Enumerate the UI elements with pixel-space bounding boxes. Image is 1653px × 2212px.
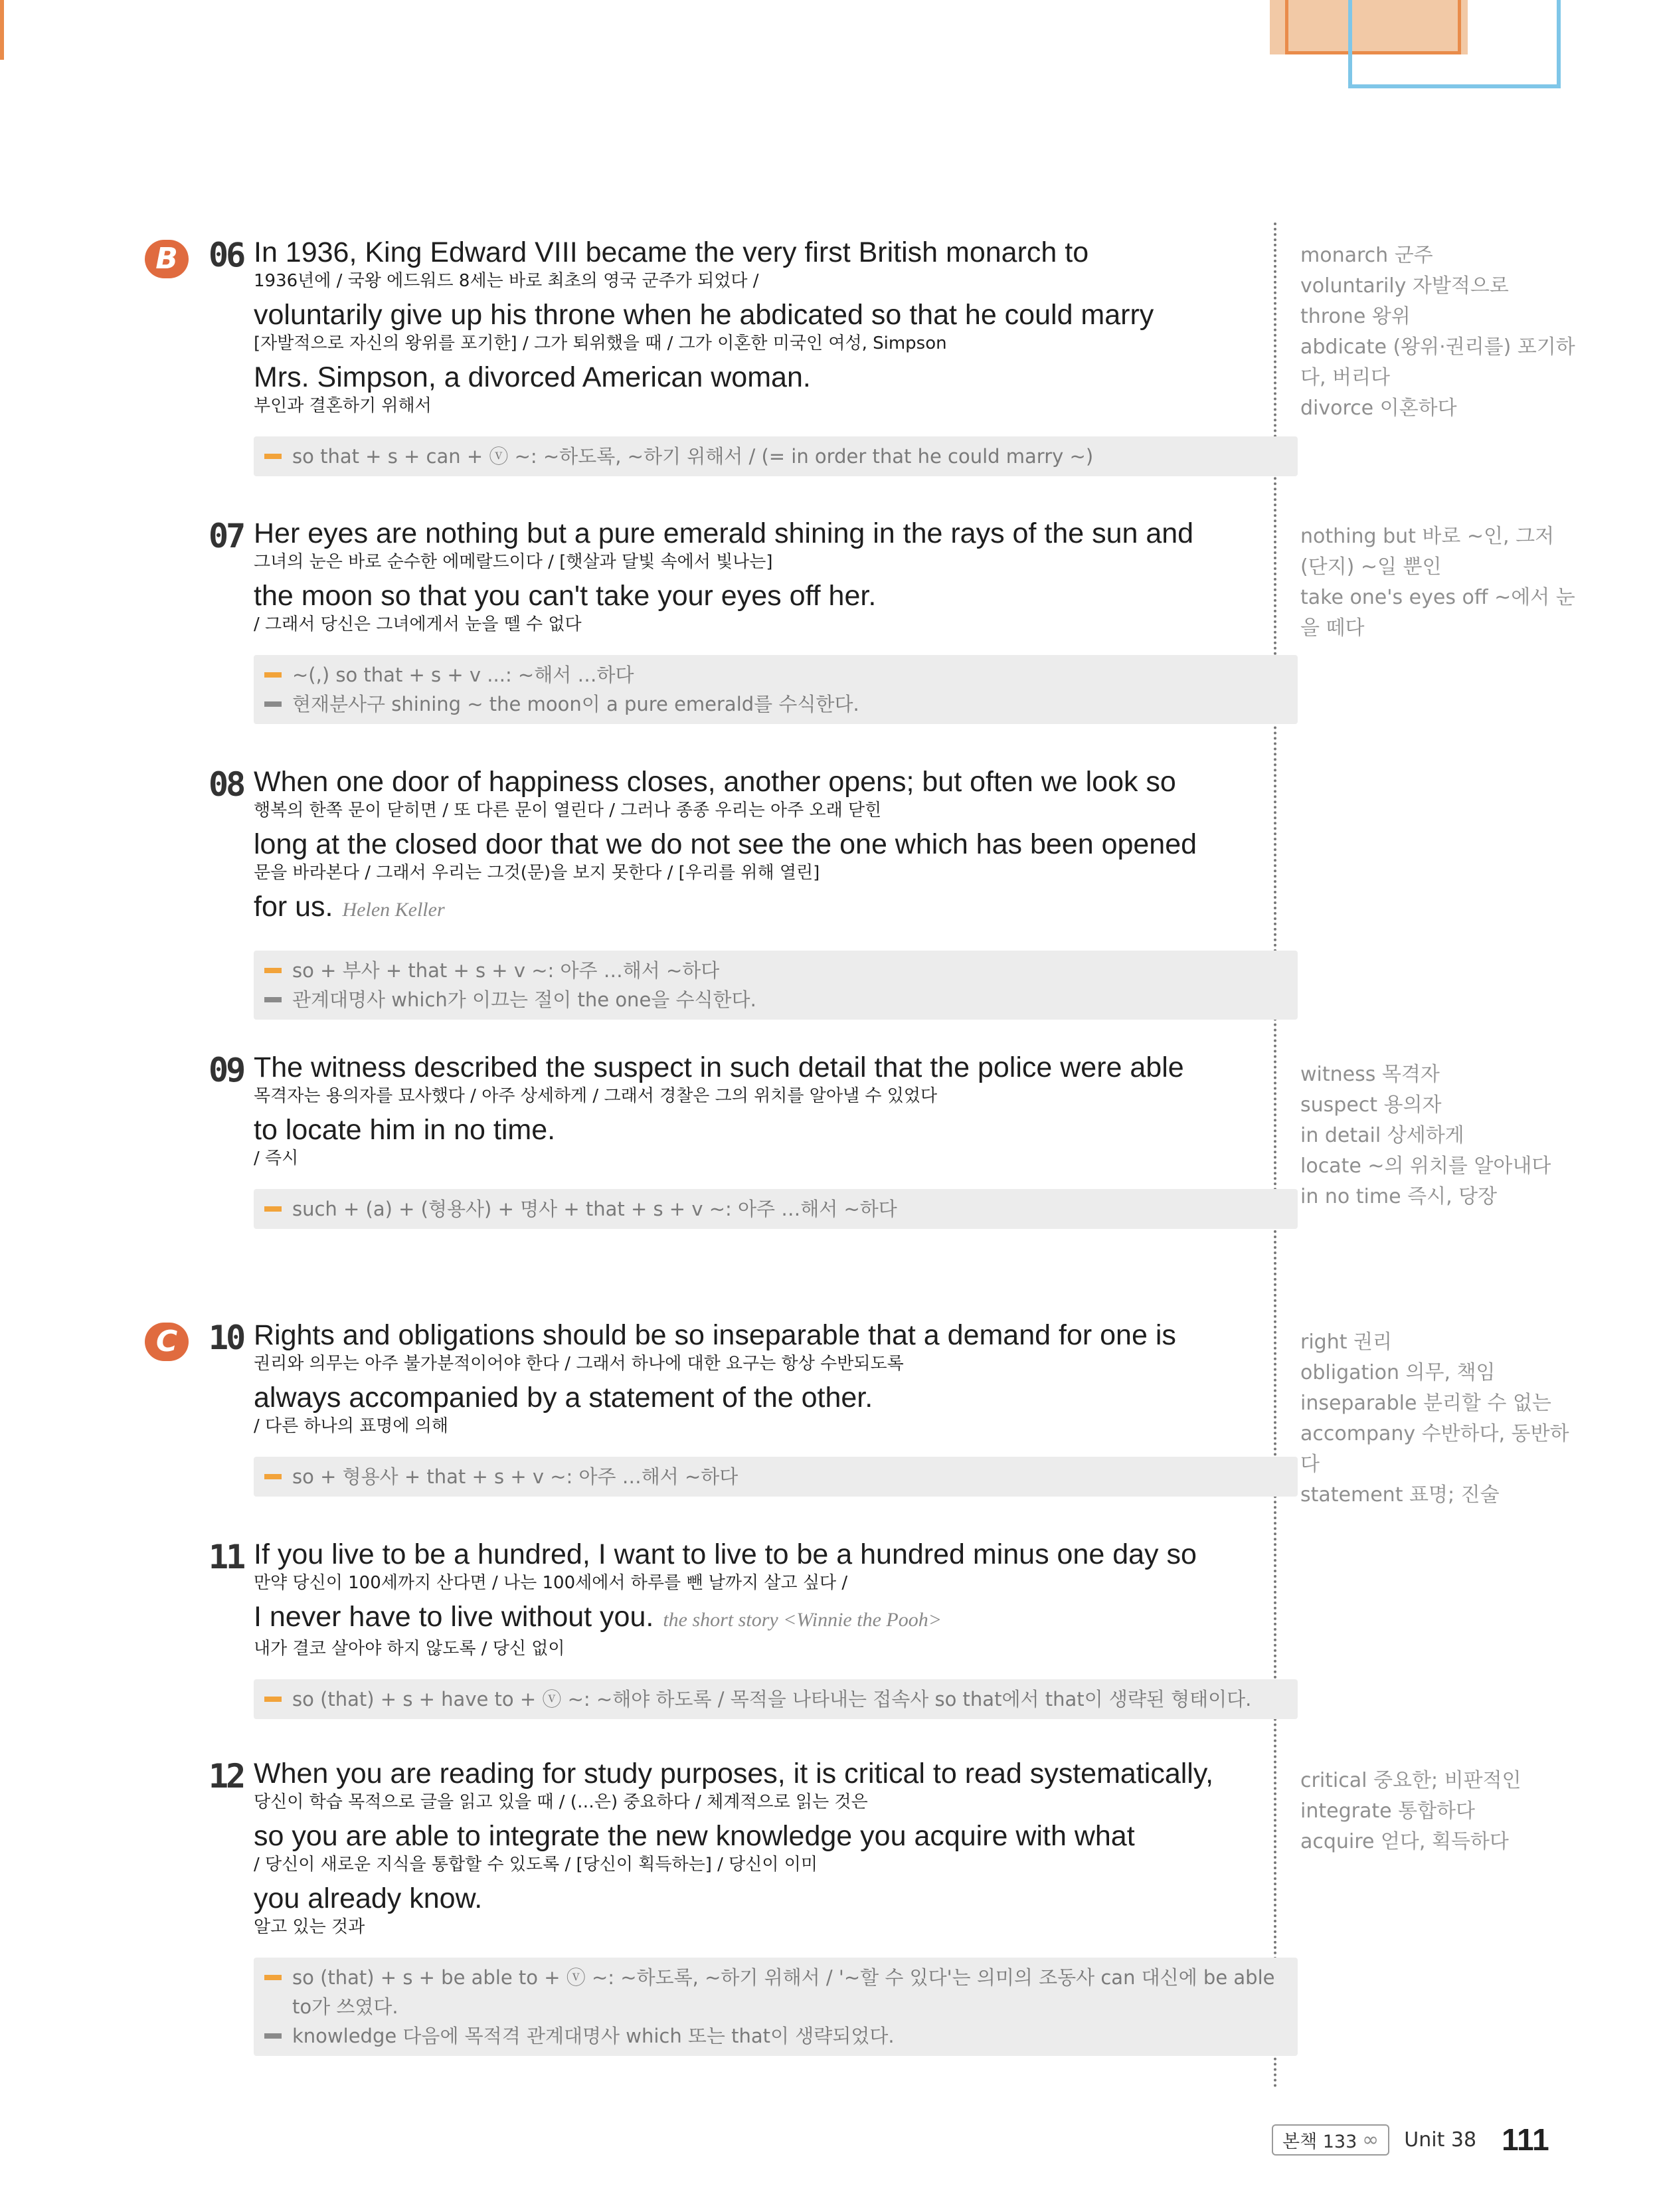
vocab-item: obligation 의무, 책임 xyxy=(1300,1361,1496,1384)
grammar-note-box xyxy=(254,1457,1298,1497)
grammar-note xyxy=(264,1963,1287,2021)
vocab-item: witness 목격자 xyxy=(1300,1063,1440,1086)
gray-bullet-icon xyxy=(264,2033,282,2039)
english-line: voluntarily give up his throne when he abdicated so that he could marry xyxy=(254,299,1154,331)
reference-text: 본책 133 xyxy=(1282,2131,1357,2152)
entry-body xyxy=(254,1757,1436,2056)
entry-number: 06 xyxy=(209,236,244,274)
entry-number: 10 xyxy=(209,1319,244,1357)
grammar-note xyxy=(264,690,1287,719)
entry-body xyxy=(254,517,1436,724)
grammar-note-text: so + 부사 + that + s + v ~: 아주 …해서 ~하다 xyxy=(292,959,720,982)
korean-gloss: 내가 결코 살아야 하지 않도록 / 당신 없이 xyxy=(254,1639,565,1659)
grammar-note-box xyxy=(254,951,1298,1020)
gray-bullet-icon xyxy=(264,997,282,1002)
page-number: 111 xyxy=(1502,2122,1549,2157)
vocab-item: inseparable 분리할 수 없는 xyxy=(1300,1392,1551,1415)
orange-bullet-icon xyxy=(264,672,282,678)
vocab-item: divorce 이혼하다 xyxy=(1300,397,1457,420)
vocab-item: nothing but 바로 ~인, 그저 (단지) ~일 뿐인 xyxy=(1300,525,1555,579)
vocab-item: voluntarily 자발적으로 xyxy=(1300,274,1509,298)
english-line: When one door of happiness closes, another opens; but often we look so xyxy=(254,766,1176,798)
grammar-note-text: such + (a) + (형용사) + 명사 + that + s + v ~: 아주 …해서 ~하다 xyxy=(292,1198,897,1220)
grammar-note-box xyxy=(254,1189,1298,1229)
vocab-item: in detail 상세하게 xyxy=(1300,1124,1464,1147)
vocab-item: throne 왕위 xyxy=(1300,305,1411,328)
grammar-note xyxy=(264,442,1287,471)
english-line: Mrs. Simpson, a divorced American woman. xyxy=(254,361,811,393)
korean-gloss: 목격자는 용의자를 묘사했다 / 아주 상세하게 / 그래서 경찰은 그의 위치를 알아낼 수 있었다 xyxy=(254,1086,938,1106)
orange-bullet-icon xyxy=(264,968,282,973)
vocab-list-06 xyxy=(1300,240,1579,424)
grammar-note xyxy=(264,1194,1287,1224)
korean-gloss: [자발적으로 자신의 왕위를 포기한] / 그가 퇴위했을 때 / 그가 이혼한 미국인 여성, Simpson xyxy=(254,333,947,353)
orange-bullet-icon xyxy=(264,1206,282,1212)
infinity-icon: ∞ xyxy=(1362,2128,1379,2152)
grammar-note xyxy=(264,1462,1287,1491)
gray-bullet-icon xyxy=(264,701,282,707)
english-line: Rights and obligations should be so inseparable that a demand for one is xyxy=(254,1319,1176,1351)
entry-body xyxy=(254,1319,1436,1497)
grammar-note xyxy=(264,1685,1287,1714)
vocab-list-09 xyxy=(1300,1060,1579,1212)
grammar-note xyxy=(264,985,1287,1014)
grammar-note-text: so (that) + s + have to + ⓥ ~: ~해야 하도록 / 목적을 나타내는 접속사 so that에서 that이 생략된 형태이다. xyxy=(292,1688,1252,1710)
entry-number: 07 xyxy=(209,517,244,555)
grammar-note-text: so + 형용사 + that + s + v ~: 아주 …해서 ~하다 xyxy=(292,1465,739,1488)
section-badge-b: B xyxy=(145,240,189,278)
vocab-item: right 권리 xyxy=(1300,1331,1392,1354)
grammar-note-text: 현재분사구 shining ~ the moon이 a pure emerald를 수식한다. xyxy=(292,693,859,715)
korean-gloss: / 즉시 xyxy=(254,1149,299,1168)
english-line: to locate him in no time. xyxy=(254,1114,556,1146)
english-line xyxy=(254,1600,1436,1637)
english-line: In 1936, King Edward VIII became the very first British monarch to xyxy=(254,236,1089,268)
page-footer xyxy=(1272,2122,1549,2157)
entry-number: 09 xyxy=(209,1051,244,1089)
quote-source: Helen Keller xyxy=(342,899,445,921)
english-line: so you are able to integrate the new knowledge you acquire with what xyxy=(254,1820,1135,1852)
vocab-item: locate ~의 위치를 알아내다 xyxy=(1300,1154,1551,1178)
grammar-note xyxy=(264,660,1287,690)
grammar-note-box xyxy=(254,1679,1298,1719)
korean-gloss: 당신이 학습 목적으로 글을 읽고 있을 때 / (…은) 중요하다 / 체계적으로 읽는 것은 xyxy=(254,1792,868,1812)
grammar-note-text: 관계대명사 which가 이끄는 절이 the one을 수식한다. xyxy=(292,988,756,1011)
english-line: When you are reading for study purposes, it is critical to read systematically, xyxy=(254,1758,1214,1790)
grammar-note-text: knowledge 다음에 목적격 관계대명사 which 또는 that이 생략되었다. xyxy=(292,2025,895,2047)
corner-mark xyxy=(0,0,4,60)
orange-bullet-icon xyxy=(264,454,282,459)
korean-gloss: 1936년에 / 국왕 에드워드 8세는 바로 최초의 영국 군주가 되었다 / xyxy=(254,271,759,291)
orange-bullet-icon xyxy=(264,1697,282,1702)
english-text: for us. xyxy=(254,891,333,923)
vocab-list-10 xyxy=(1300,1327,1579,1511)
english-line: you already know. xyxy=(254,1883,483,1914)
english-line: The witness described the suspect in such detail that the police were able xyxy=(254,1052,1184,1083)
unit-label: Unit 38 xyxy=(1404,2128,1477,2152)
entry-body xyxy=(254,1051,1436,1229)
grammar-note-box xyxy=(254,1958,1298,2056)
korean-gloss: 그녀의 눈은 바로 순수한 에메랄드이다 / [햇살과 달빛 속에서 빛나는] xyxy=(254,552,773,572)
korean-gloss: 알고 있는 것과 xyxy=(254,1917,365,1937)
korean-gloss: 권리와 의무는 아주 불가분적이어야 한다 / 그래서 하나에 대한 요구는 항상 수반되도록 xyxy=(254,1354,904,1374)
vocab-item: accompany 수반하다, 동반하다 xyxy=(1300,1422,1569,1476)
english-line: If you live to be a hundred, I want to live to be a hundred minus one day so xyxy=(254,1538,1197,1570)
vocab-item: integrate 통합하다 xyxy=(1300,1799,1476,1823)
vocab-item: acquire 얻다, 획득하다 xyxy=(1300,1830,1509,1853)
grammar-note xyxy=(264,2021,1287,2051)
reference-badge xyxy=(1272,2124,1389,2156)
vocab-list-07 xyxy=(1300,521,1579,644)
korean-gloss: 문을 바라본다 / 그래서 우리는 그것(문)을 보지 못한다 / [우리를 위해 열린] xyxy=(254,863,820,883)
entry-number: 12 xyxy=(209,1757,244,1796)
grammar-note-text: so that + s + can + ⓥ ~: ~하도록, ~하기 위해서 / (= in order that he could marry ~) xyxy=(292,445,1094,468)
english-line: Her eyes are nothing but a pure emerald shining in the rays of the sun and xyxy=(254,517,1194,549)
entry-body xyxy=(254,236,1436,476)
vocab-item: critical 중요한; 비판적인 xyxy=(1300,1769,1522,1792)
vocab-list-12 xyxy=(1300,1766,1579,1857)
vocab-item: statement 표명; 진술 xyxy=(1300,1483,1500,1507)
english-line: the moon so that you can't take your eyes off her. xyxy=(254,580,877,612)
english-text: I never have to live without you. xyxy=(254,1601,654,1633)
english-line xyxy=(254,890,1436,927)
orange-bullet-icon xyxy=(264,1474,282,1479)
vocab-item: monarch 군주 xyxy=(1300,244,1433,267)
orange-bullet-icon xyxy=(264,1975,282,1980)
vocab-item: take one's eyes off ~에서 눈을 떼다 xyxy=(1300,586,1575,640)
korean-gloss: / 그래서 당신은 그녀에게서 눈을 뗄 수 없다 xyxy=(254,614,582,634)
grammar-note-text: ~(,) so that + s + v ...: ~해서 …하다 xyxy=(292,664,634,686)
korean-gloss: 행복의 한쪽 문이 닫히면 / 또 다른 문이 열린다 / 그러나 종종 우리는 아주 오래 닫힌 xyxy=(254,800,882,820)
entry-number: 11 xyxy=(209,1538,244,1576)
korean-gloss: / 당신이 새로운 지식을 통합할 수 있도록 / [당신이 획득하는] / 당신이 이미 xyxy=(254,1855,818,1875)
grammar-note-box xyxy=(254,436,1298,476)
korean-gloss: 만약 당신이 100세까지 산다면 / 나는 100세에서 하루를 뺀 날까지 살고 싶다 / xyxy=(254,1573,848,1593)
decorative-blue-frame xyxy=(1348,0,1561,88)
grammar-note-text: so (that) + s + be able to + ⓥ ~: ~하도록, ~하기 위해서 / '~할 수 있다'는 의미의 조동사 can 대신에 be able to가 쓰였다. xyxy=(292,1966,1275,2018)
entry-number: 08 xyxy=(209,765,244,804)
korean-gloss: 부인과 결혼하기 위해서 xyxy=(254,396,432,416)
english-line: long at the closed door that we do not see the one which has been opened xyxy=(254,828,1197,860)
entry-body xyxy=(254,765,1436,1020)
grammar-note xyxy=(264,956,1287,985)
english-line: always accompanied by a statement of the other. xyxy=(254,1382,873,1414)
quote-source: the short story <Winnie the Pooh> xyxy=(663,1609,942,1631)
korean-gloss: / 다른 하나의 표명에 의해 xyxy=(254,1416,448,1436)
entry-body xyxy=(254,1538,1436,1719)
section-badge-c: C xyxy=(145,1323,189,1361)
grammar-note-box xyxy=(254,655,1298,724)
vocab-item: in no time 즉시, 당장 xyxy=(1300,1185,1498,1208)
vocab-item: suspect 용의자 xyxy=(1300,1093,1442,1117)
vocab-item: abdicate (왕위·권리를) 포기하다, 버리다 xyxy=(1300,335,1575,389)
